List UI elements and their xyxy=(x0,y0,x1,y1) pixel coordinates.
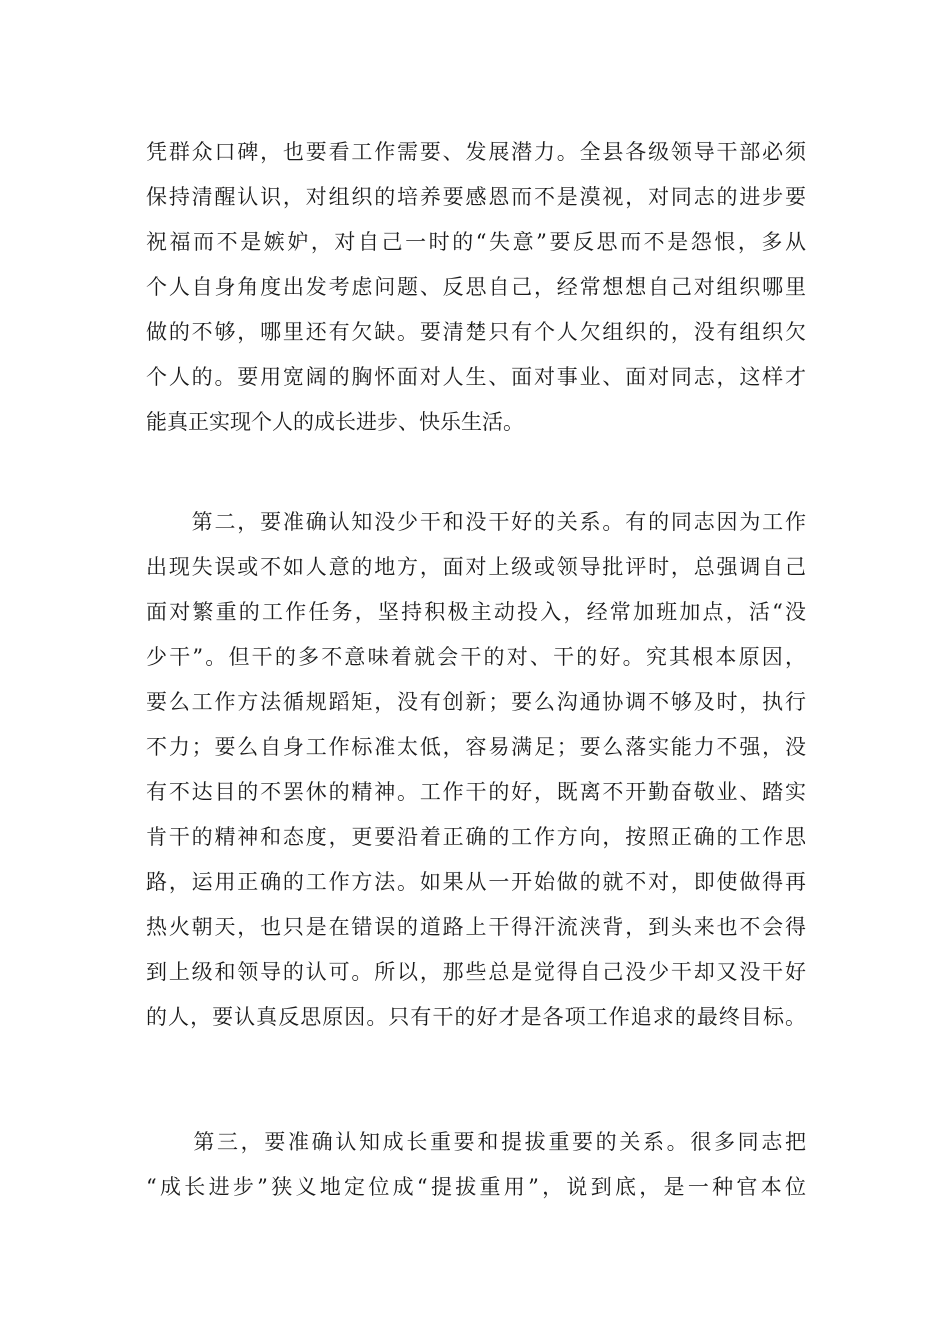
text-line: “成长进步”狭义地定位成“提拔重用”，说到底，是一种官本位 xyxy=(146,1175,806,1199)
text-line: 出现失误或不如人意的地方，面对上级或领导批评时，总强调自己 xyxy=(146,555,806,579)
text-line: 凭群众口碑，也要看工作需要、发展潜力。全县各级领导干部必须 xyxy=(146,140,806,164)
paragraph-3 xyxy=(146,1120,806,1210)
text-line: 热火朝天，也只是在错误的道路上干得汗流浃背，到头来也不会得 xyxy=(146,915,806,939)
text-line: 做的不够，哪里还有欠缺。要清楚只有个人欠组织的，没有组织欠 xyxy=(146,320,806,344)
text-line: 第二，要准确认知没少干和没干好的关系。有的同志因为工作 xyxy=(146,510,806,534)
text-line: 的人，要认真反思原因。只有干的好才是各项工作追求的最终目标。 xyxy=(146,1005,806,1029)
text-line: 能真正实现个人的成长进步、快乐生活。 xyxy=(146,410,524,434)
text-line: 路，运用正确的工作方法。如果从一开始做的就不对，即使做得再 xyxy=(146,870,806,894)
text-line: 肯干的精神和态度，更要沿着正确的工作方向，按照正确的工作思 xyxy=(146,825,806,849)
text-line: 面对繁重的工作任务，坚持积极主动投入，经常加班加点，活“没 xyxy=(146,600,806,624)
paragraph-2 xyxy=(146,500,806,1085)
text-line: 保持清醒认识，对组织的培养要感恩而不是漠视，对同志的进步要 xyxy=(146,185,806,209)
text-line: 个人的。要用宽阔的胸怀面对人生、面对事业、面对同志，这样才 xyxy=(146,365,806,389)
paragraph-1 xyxy=(146,130,806,445)
text-line: 到上级和领导的认可。所以，那些总是觉得自己没少干却又没干好 xyxy=(146,960,806,984)
text-line xyxy=(146,1040,806,1085)
text-line: 个人自身角度出发考虑问题、反思自己，经常想想自己对组织哪里 xyxy=(146,275,806,299)
text-line: 要么工作方法循规蹈矩，没有创新；要么沟通协调不够及时，执行 xyxy=(146,690,806,714)
text-line: 有不达目的不罢休的精神。工作干的好，既离不开勤奋敬业、踏实 xyxy=(146,780,806,804)
text-line: 第三，要准确认知成长重要和提拔重要的关系。很多同志把 xyxy=(146,1130,806,1154)
text-line: 祝福而不是嫉妒，对自己一时的“失意”要反思而不是怨恨，多从 xyxy=(146,230,806,254)
text-line: 少干”。但干的多不意味着就会干的对、干的好。究其根本原因， xyxy=(146,645,806,669)
text-line: 不力；要么自身工作标准太低，容易满足；要么落实能力不强，没 xyxy=(146,735,806,759)
